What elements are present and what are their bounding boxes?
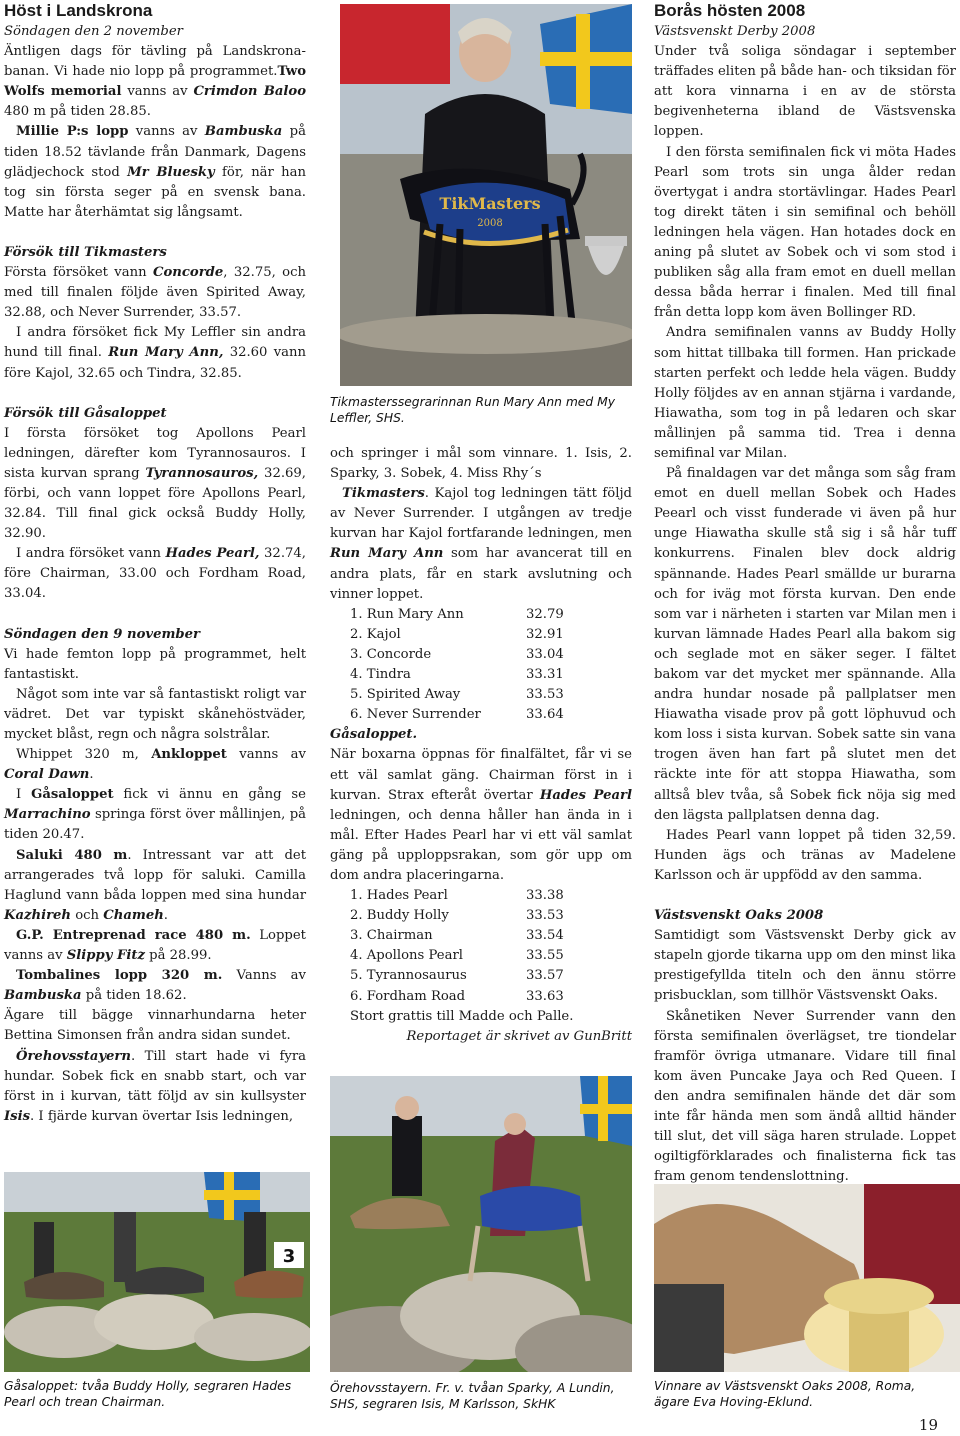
paragraph: I första försöket tog Apollons Pearl ledningen, därefter kom Tyrannosauros. I sista kurvan sprang Tyrannosauros, 32.69, förbi, och vann loppet före Apollons Pearl, 32.84. Till final gick också Buddy Holly, 32.90. [4, 425, 307, 542]
result-time: 33.38 [526, 888, 564, 904]
result-time: 33.64 [526, 707, 564, 723]
paragraph: Första försöket vann Concorde, 32.75, och med till finalen följde även Spirited Away, 32.88, och Never Surrender, 33.57. [4, 265, 306, 321]
result-name: 5. Tyrannosaurus [350, 968, 467, 984]
paragraph: Millie P:s lopp vanns av Bambuska på tiden 18.52 tävlande från Danmark, Dagens glädjechock stod Mr Bluesky för, när han tog sin första seger på en svensk bana. Matte har återhämtat sig långsamt. [4, 124, 306, 220]
results-tikmasters [330, 605, 632, 726]
paragraph: Äntligen dags för tävling på Landskrona-banan. Vi hade nio lopp på programmet.Two Wolfs memorial vanns av Crimdon Baloo 480 m på tiden 28.85. [4, 44, 306, 120]
paragraph: Hades Pearl vann loppet på tiden 32,59. Hunden ägs och tränas av Madelene Karlsson och är uppfödd av den samma. [654, 827, 956, 883]
result-row [330, 926, 632, 946]
paragraph: G.P. Entreprenad race 480 m. Loppet vanns av Slippy Fitz på 28.99. [4, 927, 306, 964]
paragraph: Samtidigt som Västsvenskt Derby gick av stapeln gjorde tikarna upp om den minst lika prestigefyllda titeln och den ännu större prisbucklan, som tillhör Västsvenskt Oaks. [654, 928, 956, 1004]
result-row [330, 625, 632, 645]
paragraph: På finaldagen var det många som såg fram emot en duell mellan Sobek och Hades Peearl och visst funderade vi även på hur unge Hiawatha skulle stå sig i så hår tuff konkurrens. Finalen blev dock aldrig spännande. Hades Pearl smällde ur burarna och for iväg mot första kurvan. Den ende som var i närheten i starten var Milan men i kurvan lämnade Hades Pearl alla bakom sig och seglade mot en säker seger. I fältet bakom var det mycket mer spännande. Alla andra hundar nosade på pallplatser men Hiawatha visade prov på gott löphuvud och kom loss i sista kurvan. Sobek satte sin vana trogen även han fart på slutet men det räckte inte för att stoppa Hiawatha, som alltså blev tvåa, så Sobek fick nöja sig med den lägsta pallplatsen denna dag. [654, 466, 956, 823]
column-1 [4, 0, 306, 1127]
paragraph: Andra semifinalen vanns av Buddy Holly som hittat tillbaka till formen. Han prickade starten perfekt och ledde hela vägen. Buddy Holly följdes av en annan stjärna i vardande, Hiawatha, som tog in på ledaren och skar mållinjen på samma tid. Trea i denna semifinal var Milan. [654, 325, 956, 461]
photo-oaks-winner [654, 1184, 960, 1372]
result-name: 1. Hades Pearl [350, 888, 448, 904]
paragraph: I den första semifinalen fick vi möta Hades Pearl som trots sin unga ålder redan övertygat i andra stortävlingar. Hades Pearl tog direkt täten i sin semifinal och behöll ledningen hela vägen. Han hotades dock en aning på slutet av Sobek och vi som stod i publiken såg alla fram emot en duell mellan dessa båda herrar i finalen. Med till final från detta lopp kom även Bollinger RD. [654, 144, 956, 321]
section-heading: Gåsaloppet. [330, 727, 418, 743]
result-row [330, 987, 632, 1007]
result-name: 3. Concorde [350, 646, 432, 662]
result-time: 33.54 [526, 928, 564, 944]
date-heading: Söndagen den 9 november [4, 626, 200, 642]
photo-gasaloppet-podium [4, 1172, 310, 1372]
photo-tikmasters-winner [340, 4, 632, 386]
article-title-landskrona: Höst i Landskrona [4, 1, 153, 20]
result-row [330, 946, 632, 966]
result-row [330, 645, 632, 665]
photo-tikmasters-illustration [340, 4, 632, 386]
paragraph: Whippet 320 m, Ankloppet vanns av Coral Dawn. [4, 747, 306, 783]
result-time: 33.53 [526, 908, 564, 924]
paragraph: Under två soliga söndagar i september träffades eliten på både han- och tiksidan för att kora vinnarna i en av de största begivenheterna ibland de Västsvenska loppen. [654, 44, 956, 140]
section-heading: Försök till Gåsaloppet [4, 405, 167, 421]
result-row [330, 665, 632, 685]
result-time: 33.04 [526, 646, 564, 662]
paragraph: Något som inte var så fantastiskt roligt var vädret. Det var typiskt skånehöstväder, mycket blåst, regn och några solstrålar. [4, 686, 306, 742]
paragraph: Saluki 480 m. Intressant var att det arrangerades två lopp för saluki. Camilla Haglund vann båda loppen med sina hundar Kazhireh och Chameh. [4, 847, 306, 923]
paragraph: Örehovsstayern. Till start hade vi fyra hundar. Sobek fick en snabb start, och var först in i kurvan, tätt följd av sin kullsyster Isis. I fjärde kurvan övertar Isis ledningen, [4, 1048, 306, 1124]
byline: Reportaget är skrivet av GunBritt [406, 1028, 632, 1044]
paragraph: I andra försöket vann Hades Pearl, 32.74, före Chairman, 33.00 och Fordham Road, 33.04. [4, 546, 306, 602]
result-name: 1. Run Mary Ann [350, 606, 464, 622]
caption-oaks: Vinnare av Västsvenskt Oaks 2008, Roma, ägare Eva Hoving-Eklund. [654, 1379, 916, 1409]
result-name: 4. Apollons Pearl [350, 948, 463, 964]
paragraph: Vi hade femton lopp på programmet, helt fantastiskt. [4, 646, 306, 682]
result-row [330, 886, 632, 906]
result-name: 2. Buddy Holly [350, 908, 449, 924]
podium-number: 3 [282, 1246, 296, 1267]
paragraph: Ägare till bägge vinnarhundarna heter Bettina Simonsen från andra sidan sundet. [4, 1008, 306, 1044]
result-row [330, 966, 632, 986]
paragraph: och springer i mål som vinnare. 1. Isis, 2. Sparky, 3. Sobek, 4. Miss Rhy´s [330, 446, 632, 482]
congratulations: Stort grattis till Madde och Palle. [350, 1008, 574, 1024]
subheading-oaks: Västsvenskt Oaks 2008 [654, 908, 824, 924]
column-2 [330, 444, 632, 1047]
result-name: 3. Chairman [350, 928, 433, 944]
result-name: 5. Spirited Away [350, 687, 461, 703]
paragraph: Tombalines lopp 320 m. Vanns av Bambuska på tiden 18.62. [4, 968, 306, 1004]
result-time: 33.63 [526, 988, 564, 1004]
caption-orehovsstayern: Örehovsstayern. Fr. v. tvåan Sparky, A Lundin, SHS, segraren Isis, M Karlsson, SkHK [330, 1381, 615, 1411]
article-title-boras: Borås hösten 2008 [654, 1, 806, 20]
result-name: 4. Tindra [350, 667, 411, 683]
caption-gasaloppet: Gåsaloppet: tvåa Buddy Holly, segraren Hades Pearl och trean Chairman. [4, 1379, 292, 1409]
blanket-year: 2008 [477, 218, 503, 229]
result-time: 33.57 [526, 968, 564, 984]
paragraph: I andra försöket fick My Leffler sin andra hund till final. Run Mary Ann, 32.60 vann före Kajol, 32.65 och Tindra, 32.85. [4, 325, 307, 381]
page-number: 19 [918, 1416, 938, 1434]
result-name: 6. Never Surrender [350, 707, 481, 723]
date-heading: Söndagen den 2 november [4, 24, 183, 39]
blanket-text: TikMasters [439, 194, 541, 213]
paragraph: Tikmasters. Kajol tog ledningen tätt följd av Never Surrender. I utgången av tredje kurvan har Kajol fortfarande ledningen, men Run Mary Ann som har avancerat till en andra plats, får en stark avslutning och vinner loppet. [330, 486, 633, 602]
result-row [330, 906, 632, 926]
result-row [330, 705, 632, 725]
subheading-derby: Västsvenskt Derby 2008 [654, 24, 816, 39]
result-name: 2. Kajol [350, 626, 401, 642]
section-heading: Försök till Tikmasters [4, 244, 167, 260]
photo-orehovsstayern [330, 1076, 632, 1372]
result-row [330, 605, 632, 625]
result-time: 33.55 [526, 948, 564, 964]
photo-oaks-illustration [654, 1184, 960, 1372]
photo-gasaloppet-illustration [4, 1172, 310, 1372]
result-time: 32.91 [526, 626, 564, 642]
result-time: 33.53 [526, 687, 564, 703]
result-name: 6. Fordham Road [350, 988, 466, 1004]
result-time: 32.79 [526, 606, 564, 622]
caption-tikmasters: Tikmasterssegrarinnan Run Mary Ann med My Leffler, SHS. [330, 395, 615, 425]
paragraph: När boxarna öppnas för finalfältet, får vi se ett väl samlat gäng. Chairman först in i kurvan. Strax efteråt övertar Hades Pearl ledningen, och denna håller han ända in i mål. Efter Hades Pearl har vi ett väl samlat gäng på upploppsrakan, som gör upp om dom andra placeringarna. [330, 747, 632, 883]
paragraph: Skånetiken Never Surrender vann den första semifinalen överlägset, tre tiondelar framför övriga utmanare. Vidare till final kom även Puncake Jaya och Red Queen. I den andra semifinalen hände det där som inte får hända men som ändå alltid händer till slut, det vill säga haren strulade. Loppet ogiltigförklarades och finalisterna fick tas fram genom tendenslottning. [654, 1008, 956, 1185]
photo-orehovsstayern-illustration [330, 1076, 632, 1372]
results-gasaloppet [330, 886, 632, 1007]
paragraph: I Gåsaloppet fick vi ännu en gång se Marrachino springa först över mållinjen, på tiden 20.47. [4, 787, 306, 843]
result-time: 33.31 [526, 667, 564, 683]
column-3 [654, 0, 956, 1187]
result-row [330, 685, 632, 705]
